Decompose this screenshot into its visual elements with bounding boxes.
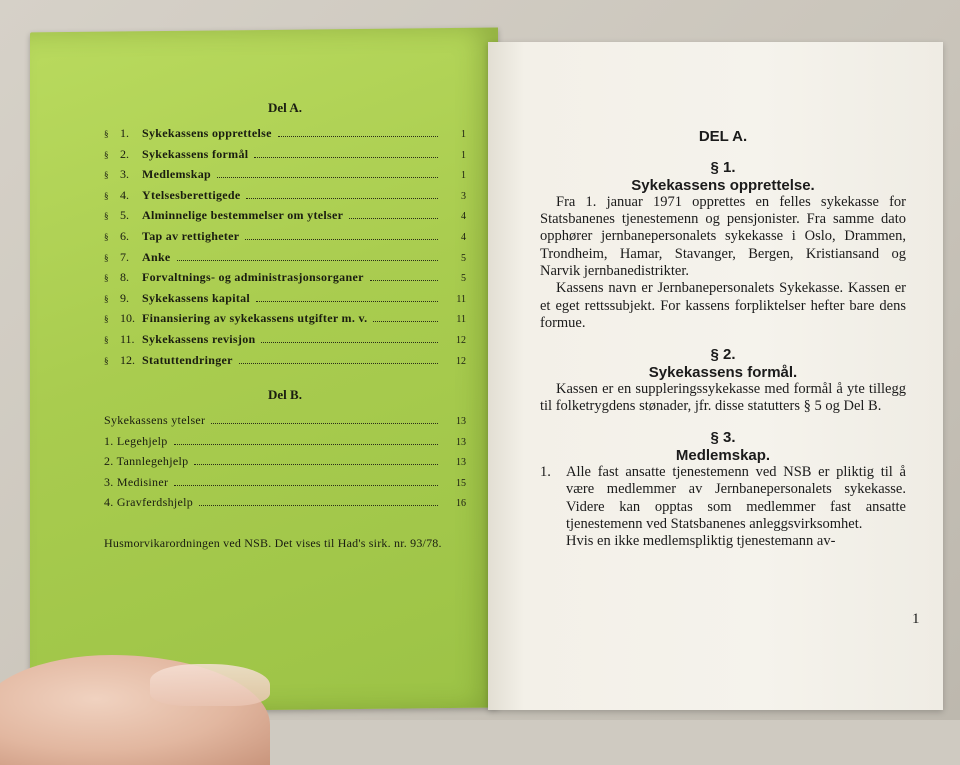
toc-page: 12 [456, 355, 466, 367]
toc-title: Sykekassens kapital [142, 290, 251, 305]
toc-number: 2. [120, 146, 129, 161]
note-text: Husmorvikarordningen ved NSB. Det vises til Had's sirk. nr. 93/78. [104, 535, 442, 550]
section-symbol: § [104, 231, 109, 242]
toc-leader [239, 362, 438, 364]
del-b-heading: Del B. [268, 387, 302, 403]
section-2-title: Sykekassens formål. [648, 363, 798, 381]
toc-title: Forvaltnings- og administrasjonsorganer [142, 270, 364, 285]
toc-leader [349, 217, 438, 219]
table-of-contents [104, 100, 466, 551]
section-1-title: Sykekassens opprettelse. [631, 176, 815, 194]
section-symbol: § [104, 252, 109, 263]
toc-leader [194, 463, 438, 465]
section-1-paragraph-2: Kassens navn er Jernbanepersonalets Sykekasse. Kassen er et eget rettssubjekt. For kassens forpliktelser hefter bare dens formue. [540, 280, 906, 331]
toc-a-row [104, 311, 466, 332]
toc-title: Anke [142, 249, 171, 264]
section-symbol: § [104, 190, 109, 201]
toc-leader [246, 197, 438, 199]
toc-b-row [104, 413, 466, 434]
toc-leader [278, 135, 438, 137]
toc-title: Sykekassens formål [142, 146, 249, 161]
toc-number: 8. [120, 270, 129, 285]
toc-leader [177, 259, 438, 261]
toc-leader [174, 484, 438, 486]
toc-leader [245, 238, 438, 240]
statutes-text [540, 128, 906, 551]
section-symbol: § [104, 211, 109, 222]
toc-page: 1 [461, 129, 466, 140]
item-continuation: Hvis en ikke medlemspliktig tjenestemann av- [566, 533, 836, 550]
toc-page: 3 [461, 190, 466, 202]
toc-page: 16 [456, 498, 466, 510]
toc-a-row [104, 229, 466, 250]
toc-page: 4 [461, 231, 466, 243]
toc-a-row [104, 188, 466, 209]
item-number: 1. [540, 464, 551, 481]
toc-title: 1. Legehjelp [104, 433, 168, 448]
section-symbol: § [104, 314, 109, 325]
toc-number: 6. [120, 228, 129, 243]
toc-leader [256, 300, 438, 302]
toc-title: Alminnelige bestemmelser om ytelser [142, 208, 344, 223]
toc-page: 13 [456, 416, 466, 428]
toc-number: 12. [120, 352, 135, 367]
toc-number: 1. [120, 126, 129, 140]
toc-number: 5. [120, 208, 129, 223]
toc-number: 9. [120, 290, 129, 305]
toc-page: 11 [456, 314, 466, 326]
toc-a-row [104, 332, 466, 353]
toc-page: 4 [461, 211, 466, 223]
toc-number: 10. [120, 311, 135, 326]
section-symbol: § [104, 170, 109, 181]
section-1-number: § 1. [710, 159, 736, 177]
toc-leader [174, 443, 438, 445]
toc-a-row [104, 167, 466, 188]
toc-number: 7. [120, 249, 129, 264]
toc-page: 11 [456, 293, 466, 305]
item-text: Alle fast ansatte tjenestemenn ved NSB er pliktig til å være medlemmer av Jernbanepersonalets sykekasse. Videre kan opptas som medlemmer fast ansatte tjenestemenn ved Statsbanenes anleggsvirksomhet. [566, 464, 906, 532]
toc-title: Medlemskap [142, 167, 211, 182]
section-symbol: § [104, 129, 109, 139]
toc-b-row [104, 495, 466, 516]
toc-page: 12 [456, 334, 466, 346]
toc-leader [217, 176, 438, 178]
toc-page: 13 [456, 457, 466, 469]
toc-leader [254, 156, 438, 158]
section-symbol: § [104, 273, 109, 284]
toc-leader [211, 422, 438, 424]
toc-title: Sykekassens ytelser [104, 413, 206, 428]
toc-b-row [104, 454, 466, 475]
toc-number: 4. [120, 187, 129, 202]
toc-page: 13 [456, 436, 466, 448]
toc-page: 1 [461, 170, 466, 182]
toc-a-row [104, 126, 466, 147]
section-symbol: § [104, 293, 109, 304]
toc-leader [261, 341, 438, 343]
section-3-number: § 3. [710, 429, 736, 447]
thumbnail [150, 664, 270, 706]
toc-title: Statuttendringer [142, 352, 233, 367]
toc-b-row [104, 475, 466, 496]
toc-title: Ytelsesberettigede [142, 187, 241, 202]
section-3-title: Medlemskap. [675, 446, 771, 464]
toc-page: 1 [461, 149, 466, 161]
toc-a-list [104, 126, 466, 373]
section-symbol: § [104, 149, 109, 160]
del-a-heading: Del A. [268, 100, 302, 115]
section-1-paragraph-1: Fra 1. januar 1971 opprettes en felles sykekasse for Statsbanenes tjenestemenn og pensjonister. Fra samme dato opphører jernbanepersonalets sykekasse i Oslo, Drammen, Trondheim, Hamar, Stavanger, Bergen, Kristiansand og Narvik jernbanedistrikter. [540, 193, 906, 280]
toc-b-row [104, 434, 466, 455]
toc-a-row [104, 208, 466, 229]
section-symbol: § [104, 355, 109, 366]
toc-title: Tap av rettigheter [142, 228, 240, 243]
toc-title: Finansiering av sykekassens utgifter m. v. [142, 311, 368, 326]
toc-number: 11. [120, 331, 135, 346]
toc-page: 5 [461, 252, 466, 264]
toc-leader [370, 279, 438, 281]
toc-a-row [104, 353, 466, 374]
toc-b-list [104, 413, 466, 516]
toc-page: 5 [461, 273, 466, 285]
toc-leader [199, 504, 438, 506]
toc-a-row [104, 291, 466, 312]
page-number: 1 [912, 611, 920, 627]
toc-leader [373, 320, 438, 322]
toc-a-row [104, 250, 466, 271]
section-3-item-1 [540, 464, 906, 550]
section-2-paragraph: Kassen er en suppleringssykekasse med formål å yte tillegg til folketrygdens stønader, jfr. disse statutters § 5 og Del B. [540, 380, 906, 415]
toc-title: 4. Gravferdshjelp [104, 495, 194, 510]
toc-a-row [104, 270, 466, 291]
section-2-number: § 2. [710, 346, 736, 364]
toc-a-row [104, 147, 466, 168]
toc-title: 2. Tannlegehjelp [104, 454, 189, 469]
toc-title: Sykekassens revisjon [142, 331, 256, 346]
toc-page: 15 [456, 477, 466, 489]
toc-title: Sykekassens opprettelse [142, 126, 272, 140]
toc-number: 3. [120, 167, 129, 182]
section-symbol: § [104, 334, 109, 345]
del-a-title: DEL A. [698, 128, 748, 145]
toc-title: 3. Medisiner [104, 474, 169, 489]
